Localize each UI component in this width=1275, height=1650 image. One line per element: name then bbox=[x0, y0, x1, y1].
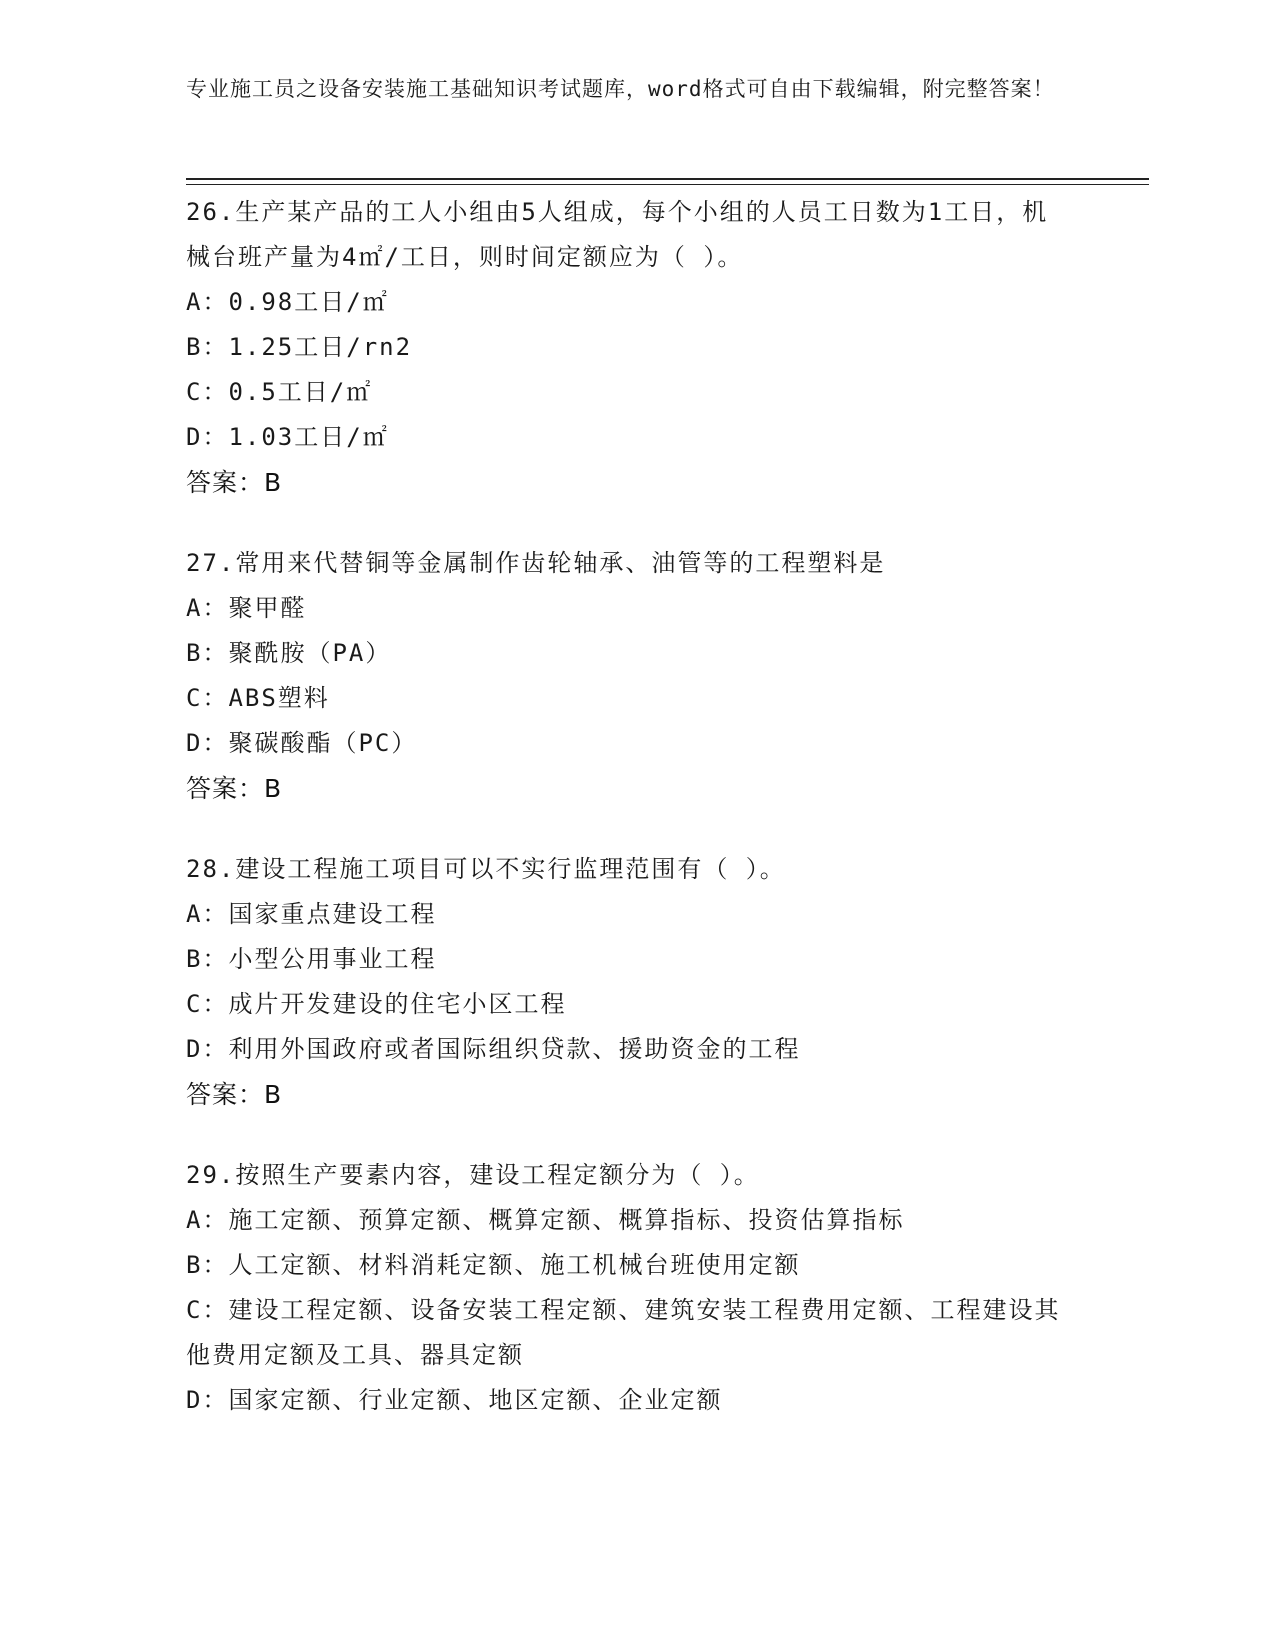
question-stem: 26.生产某产品的工人小组由5人组成，每个小组的人员工日数为1工日，机械台班产量为4㎡/工日，则时间定额应为（ ）。 bbox=[186, 198, 1049, 271]
option-d: D：1.03工日/㎡ bbox=[186, 423, 389, 451]
question-27 bbox=[186, 541, 1086, 811]
question-stem: 28.建设工程施工项目可以不实行监理范围有（ ）。 bbox=[186, 855, 786, 883]
header-divider-thick bbox=[186, 178, 1149, 180]
question-stem: 27.常用来代替铜等金属制作齿轮轴承、油管等的工程塑料是 bbox=[186, 549, 886, 577]
answer-line: 答案：B bbox=[186, 1080, 283, 1109]
option-c: C：建设工程定额、设备安装工程定额、建筑安装工程费用定额、工程建设其他费用定额及工具、器具定额 bbox=[186, 1296, 1061, 1369]
option-b: B：聚酰胺（PA） bbox=[186, 639, 392, 667]
option-c: C：成片开发建设的住宅小区工程 bbox=[186, 990, 567, 1018]
option-c: C：0.5工日/㎡ bbox=[186, 378, 373, 406]
option-a: A：0.98工日/㎡ bbox=[186, 288, 389, 316]
option-b: B：1.25工日/rn2 bbox=[186, 333, 413, 361]
answer-line: 答案：B bbox=[186, 774, 283, 803]
option-a: A：国家重点建设工程 bbox=[186, 900, 437, 928]
document-header: 专业施工员之设备安装施工基础知识考试题库，word格式可自由下载编辑，附完整答案！ bbox=[186, 77, 1055, 101]
option-d: D：国家定额、行业定额、地区定额、企业定额 bbox=[186, 1386, 723, 1414]
option-b: B：小型公用事业工程 bbox=[186, 945, 437, 973]
question-28 bbox=[186, 847, 1086, 1117]
question-29 bbox=[186, 1153, 1086, 1423]
option-a: A：施工定额、预算定额、概算定额、概算指标、投资估算指标 bbox=[186, 1206, 905, 1234]
answer-line: 答案：B bbox=[186, 468, 283, 497]
question-stem: 29.按照生产要素内容，建设工程定额分为（ ）。 bbox=[186, 1161, 760, 1189]
question-26 bbox=[186, 190, 1086, 505]
option-b: B：人工定额、材料消耗定额、施工机械台班使用定额 bbox=[186, 1251, 801, 1279]
option-c: C：ABS塑料 bbox=[186, 684, 330, 712]
header-divider-thin bbox=[186, 184, 1149, 185]
option-d: D：利用外国政府或者国际组织贷款、援助资金的工程 bbox=[186, 1035, 801, 1063]
option-a: A：聚甲醛 bbox=[186, 594, 307, 622]
option-d: D：聚碳酸酯（PC） bbox=[186, 729, 418, 757]
question-list bbox=[186, 190, 1086, 1459]
